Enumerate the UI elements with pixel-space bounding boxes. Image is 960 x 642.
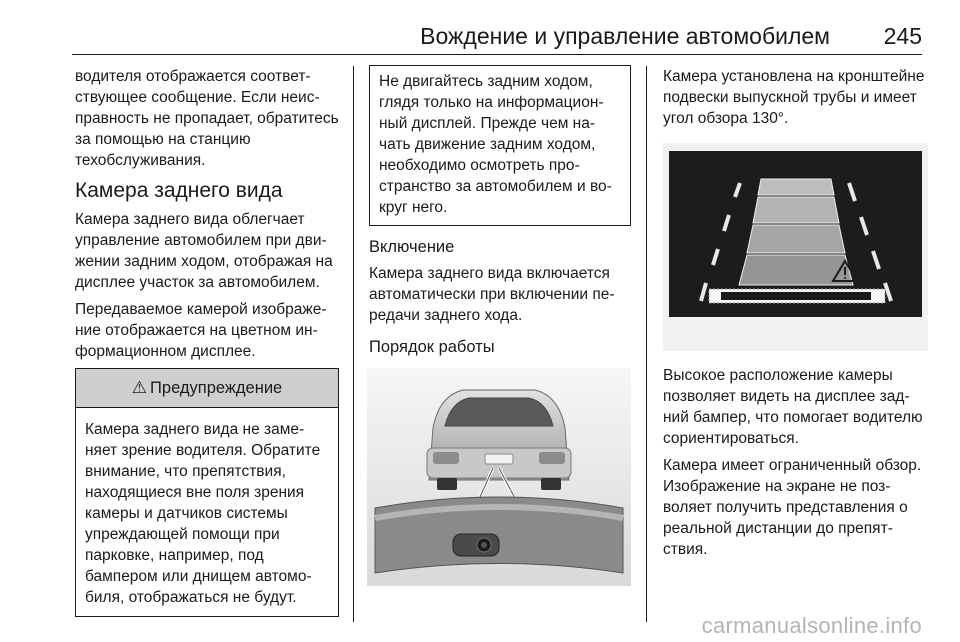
column-2 xyxy=(369,66,631,600)
paragraph: Камера заднего вида облегчает управление автомобилем при движении задним ходом, отображая на дисплее участок за автомобилем. xyxy=(75,211,333,291)
warning-header xyxy=(76,369,338,408)
chapter-title: Вождение и управление автомобилем xyxy=(420,23,830,49)
warning-icon: ⚠ xyxy=(131,378,148,397)
section-heading: Камера заднего вида xyxy=(75,179,283,202)
camera-display-illustration xyxy=(663,143,928,351)
column-divider xyxy=(353,66,354,622)
paragraph: Камера установлена на кронштейне подвески выпускной трубы и имеет угол обзора 130°. xyxy=(663,68,925,127)
display-image xyxy=(663,143,928,351)
paragraph: Камера заднего вида включается автоматически при включении передачи заднего хода. xyxy=(369,265,615,324)
column-3 xyxy=(663,66,928,566)
column-1 xyxy=(75,66,339,617)
paragraph: Камера имеет ограниченный обзор. Изображение на экране не позволяет получить представления о реальной дистанции до препятствия. xyxy=(663,457,922,558)
page-header xyxy=(72,18,922,55)
intro-paragraph: водителя отображается соответствующее сообщение. Если неисправность не пропадает, обратитесь за помощью на станцию техобслуживания. xyxy=(75,68,339,169)
warning-title: Предупреждение xyxy=(150,379,283,397)
subsection-heading: Включение xyxy=(369,238,455,256)
subsection-heading: Порядок работы xyxy=(369,338,495,356)
rear-camera-illustration xyxy=(367,368,631,586)
car-rear-view-image xyxy=(367,368,631,586)
warning-box xyxy=(75,368,339,617)
watermark: carmanualsonline.info xyxy=(701,613,922,638)
page-number: 245 xyxy=(883,23,922,49)
paragraph: Высокое расположение камеры позволяет видеть на дисплее задний бампер, что помогает водителю сориентироваться. xyxy=(663,367,923,447)
paragraph: Передаваемое камерой изображение отображается на цветном информационном дисплее. xyxy=(75,301,327,360)
warning-text: Камера заднего вида не заменяет зрение водителя. Обратите внимание, что препятствия, находящиеся вне поля зрения камеры и датчиков системы упреждающей помощи при парковке, например, под бампером или днищем автомобиля, отображаться не будут. xyxy=(85,421,321,606)
column-divider xyxy=(646,66,647,622)
warning-box-continued: Не двигайтесь задним ходом, глядя только на информационный дисплей. Прежде чем начать движение задним ходом, необходимо осмотреть пространство за автомобилем и вокруг него. xyxy=(369,65,631,226)
